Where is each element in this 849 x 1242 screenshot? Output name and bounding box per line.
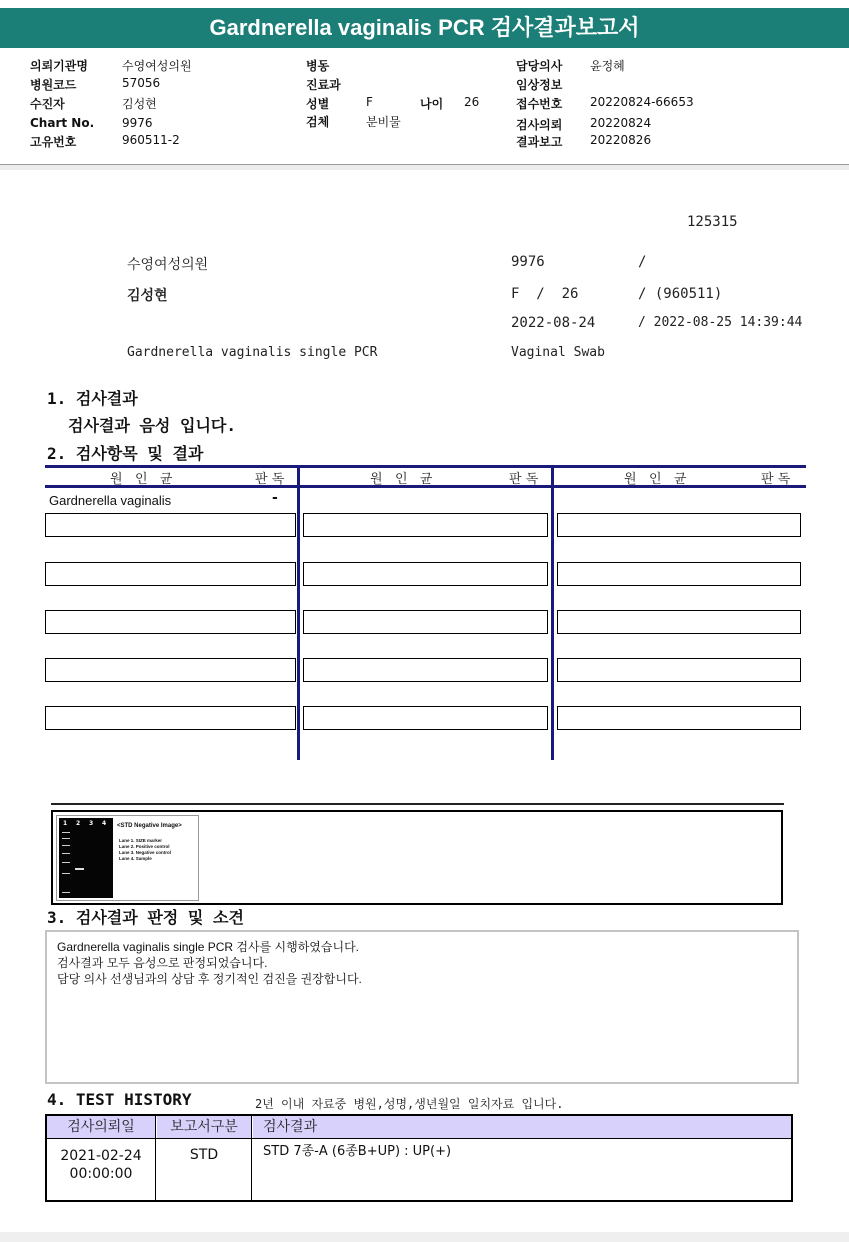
value-chart-no: 9976 [122,116,153,130]
result-box [303,610,548,634]
value-sex: F [366,95,373,109]
results-table-divider-2 [551,465,554,760]
gel-legend-item: Lane 4. Sample [119,856,152,861]
gel-band [62,873,70,874]
value-hospital-code: 57056 [122,76,161,90]
opinion-box [45,930,799,1084]
history-row-type: STD [189,1147,219,1163]
history-col-rule [251,1116,252,1200]
organism-name: Gardnerella vaginalis [49,493,172,508]
report-request-date: 2022-08-24 [511,315,596,331]
result-box [303,658,548,682]
result-box [45,513,296,537]
history-row-date [47,1147,155,1183]
report-patient: 김성현 [127,288,168,304]
col-organism-3: 원 인 균 [624,472,687,487]
gel-band-positive [75,868,84,870]
gel-legend-item: Lane 2. Positive control [119,844,170,849]
label-clinical-info: 임상정보 [516,78,563,92]
history-header-date: 검사의뢰일 [47,1116,155,1138]
report-slash: / [638,254,647,270]
label-doctor: 담당의사 [516,59,563,73]
value-request-date: 20220824 [590,116,652,130]
opinion-line: Gardnerella vaginalis single PCR 검사를 시행하였습니다. [57,940,360,954]
section1-title: 1. 검사결과 [47,389,138,408]
history-header-type: 보고서구분 [157,1116,251,1138]
value-receipt-no: 20220824-66653 [590,95,694,109]
gel-legend-item: Lane 3. Negative control [119,850,172,855]
col-judgement-3: 판 독 [761,472,791,487]
gel-band [62,838,70,839]
gel-band [62,853,70,854]
section2-title: 2. 검사항목 및 결과 [47,444,204,463]
label-receipt-no: 접수번호 [516,97,563,111]
result-box [557,706,801,730]
report-test-name: Gardnerella vaginalis single PCR [127,345,378,360]
label-requesting-institution: 의뢰기관명 [30,59,88,73]
result-box [303,562,548,586]
header-shadow [0,165,849,170]
history-date: 2021-02-24 [60,1148,142,1164]
value-unique-no: 960511-2 [122,133,180,147]
gel-title: <STD Negative Image> [117,823,182,829]
report-hospital: 수영여성의원 [127,257,209,273]
value-patient: 김성현 [122,97,157,111]
label-patient: 수진자 [30,97,65,111]
value-report-date: 20220826 [590,133,652,147]
col-organism-1: 원 인 균 [110,472,173,487]
organism-result: - [272,490,278,506]
history-header-rule [47,1138,791,1139]
report-sex-age: F / 26 [511,286,579,302]
opinion-line: 검사결과 모두 음성으로 판정되었습니다. [57,956,268,970]
report-birth: / (960511) [638,286,723,302]
label-chart-no: Chart No. [30,116,95,130]
label-report-date: 결과보고 [516,135,563,149]
result-box [45,658,296,682]
result-box [557,658,801,682]
col-judgement-2: 판 독 [509,472,539,487]
gel-legend [119,838,171,862]
col-judgement-1: 판 독 [255,472,285,487]
label-sex: 성별 [306,97,330,111]
section3-title: 3. 검사결과 판정 및 소견 [47,908,244,927]
bottom-band [0,1232,849,1242]
report-number: 125315 [687,214,738,230]
lane-number: 3 [89,820,94,827]
gel-band [62,845,70,846]
result-box [303,513,548,537]
report-chart: 9976 [511,254,545,270]
history-row-result: STD 7종-A (6종B+UP) : UP(+) [263,1144,452,1159]
label-ward: 병동 [306,59,330,73]
result-box [45,706,296,730]
label-department: 진료과 [306,78,341,92]
result-box [557,610,801,634]
label-hospital-code: 병원코드 [30,78,77,92]
gel-legend-item: Lane 1. SIZE marker [119,838,163,843]
result-box [45,610,296,634]
result-box [557,513,801,537]
history-col-rule [155,1116,156,1200]
report-title: Gardnerella vaginalis PCR 검사결과보고서 [0,8,849,48]
value-age: 26 [464,95,480,109]
section1-result: 검사결과 음성 입니다. [68,416,237,435]
history-table [45,1114,793,1202]
opinion-line: 담당 의사 선생님과의 상담 후 정기적인 검진을 권장합니다. [57,972,362,986]
report-datetime: / 2022-08-25 14:39:44 [638,315,803,330]
gel-band [62,892,70,893]
gel-band [62,862,70,863]
value-requesting-institution: 수영여성의원 [122,59,192,73]
value-specimen: 분비물 [366,115,401,129]
lane-number: 1 [63,820,68,827]
lane-number: 4 [102,820,107,827]
section4-title: 4. TEST HISTORY [47,1090,192,1109]
gel-electrophoresis [59,818,113,898]
label-specimen: 검체 [306,115,330,129]
result-box [45,562,296,586]
result-box [557,562,801,586]
lane-number: 2 [76,820,81,827]
col-organism-2: 원 인 균 [370,472,433,487]
report-specimen: Vaginal Swab [511,345,605,360]
label-age: 나이 [420,97,444,111]
value-doctor: 윤정혜 [590,59,625,73]
history-time: 00:00:00 [69,1166,133,1182]
history-header-result: 검사결과 [253,1116,791,1138]
gel-top-rule [51,803,784,805]
gel-band [62,832,70,833]
label-request-date: 검사의뢰 [516,118,563,132]
results-table-divider-1 [297,465,300,760]
result-box [303,706,548,730]
gel-image [56,815,199,901]
label-unique-no: 고유번호 [30,135,77,149]
history-note: 2년 이내 자료중 병원,성명,생년월일 일치자료 입니다. [255,1097,564,1111]
